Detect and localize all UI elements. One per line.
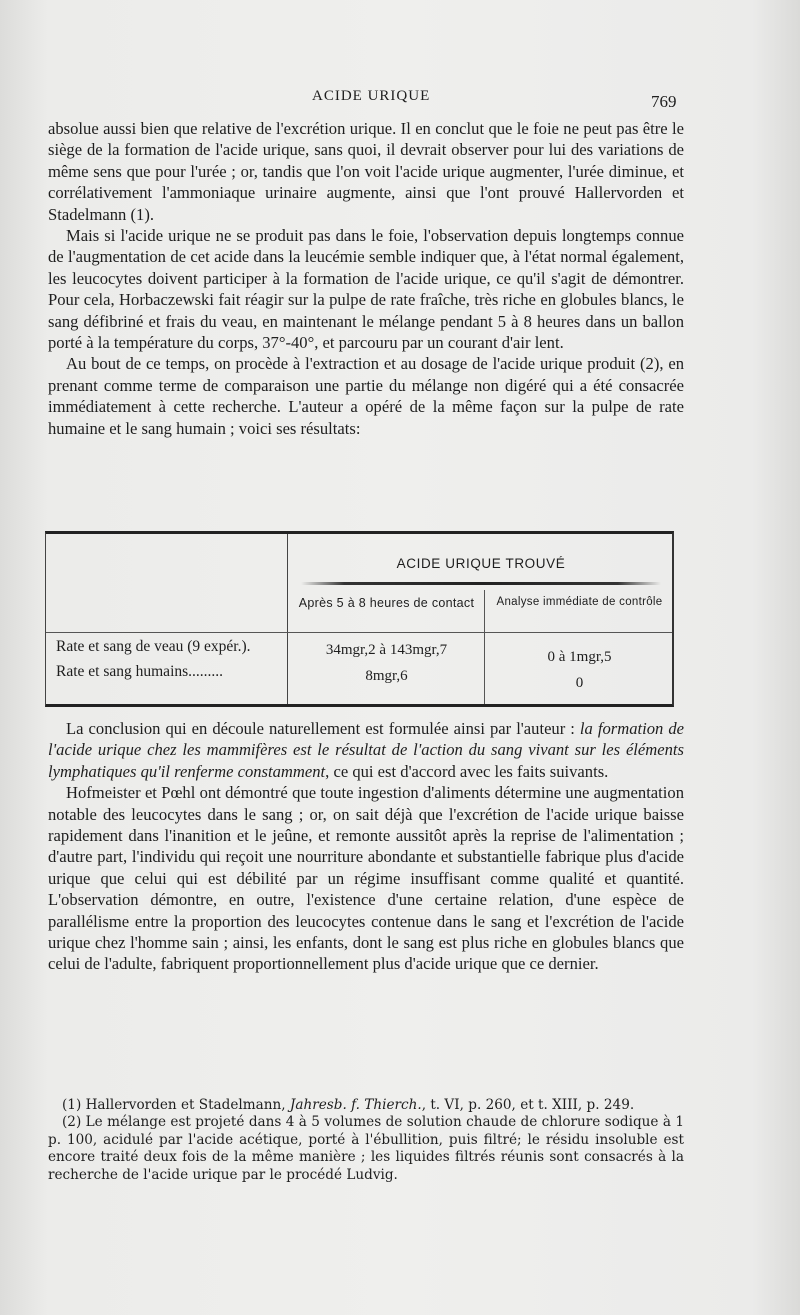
row-label-humains: Rate et sang humains......... [56,663,224,680]
paragraph: Mais si l'acide urique ne se produit pas dans le foie, l'observation depuis longtemps connue de l'augmentation de cet acide dans la leucémie semble indiquer que, à l'état normal également, les leucocytes doivent participer à la formation de l'acide urique, ce qu'il s'agit de démontrer. Pour cela, Horbaczewski fait réagir sur la pulpe de rate fraîche, très riche en globules blancs, le sang défibriné et frais du veau, en maintenant le mélange pendant 5 à 8 heures dans un ballon porté à la température du corps, 37°-40°, et parcouru par un courant d'air lent. [48,226,684,353]
table-cell: 0 [575,675,584,691]
conclusion-italic: la formation de l'acide urique chez les mammifères est le résultat de l'action du sang vivant sur les éléments lymphatiques qu'il renferme constamment [48,719,685,781]
footnotes [48,1097,684,1184]
column-header-contact: Après 5 à 8 heures de contact [298,596,475,610]
conclusion-lead: La conclusion qui en découle naturellement est formulée ainsi par l'auteur : [66,719,580,738]
footnote-1 [48,1097,684,1114]
table-cell: 0 à 1mgr,5 [547,649,612,665]
footnote-2: (2) Le mélange est projeté dans 4 à 5 volumes de solution chaude de chlorure sodique à 1 p. 100, acidulé par l'acide acétique, porté à l'ébullition, puis filtré; le résidu insoluble est encore traité deux fois de la même manière ; les liquides filtrés réunis sont consacrés à la recherche de l'acide urique par le procédé Ludvig. [48,1114,684,1183]
body-text-bottom [48,718,684,975]
running-title: ACIDE URIQUE [312,88,431,104]
page-number: 769 [651,92,677,111]
column-divider [287,534,288,704]
footnote-1-tail: , t. VI, p. 260, et t. XIII, p. 249. [421,1097,635,1113]
subcolumn-divider [484,590,485,704]
paragraph: Hofmeister et Pœhl ont démontré que toute ingestion d'aliments détermine une augmentation notable des leucocytes dans le sang ; or, on sait déjà que l'excrétion de l'acide urique baisse rapidement dans l'inanition et le jeûne, et remonte aussitôt après la reprise de l'alimentation ; d'autre part, l'individu qui reçoit une nourriture abondante et substantielle fabrique plus d'acide urique que celui qui est débilité par un régime insuffisant comme qualité et quantité. L'observation démontre, en outre, l'existence d'une certaine relation, d'une espèce de parallélisme entre la proportion des leucocytes contenue dans le sang et l'excrétion de l'acide urique chez l'homme sain ; ainsi, les enfants, dont le sang est plus riche en globules blancs que celui de l'adulte, fabriquent proportionnellement plus d'acide urique que ce dernier. [48,783,684,974]
table-group-header: ACIDE URIQUE TROUVÉ [396,556,566,571]
header-rule [46,632,672,633]
table-cell: 34mgr,2 à 143mgr,7 [325,642,448,658]
group-rule [301,582,661,585]
running-header [0,88,800,112]
column-header-control: Analyse immédiate de contrôle [496,596,663,608]
results-table [45,531,674,707]
row-label-veau: Rate et sang de veau (9 expér.). [56,638,251,655]
table-cell: 8mgr,6 [365,668,408,684]
paragraph: absolue aussi bien que relative de l'excrétion urique. Il en conclut que le foie ne peut pas être le siège de la formation de l'acide urique, sans quoi, il devrait observer pour lui des variations de même sens que pour l'urée ; or, tandis que l'on voit l'acide urique augmenter, l'urée diminue, et corrélativement l'ammoniaque urinaire augmente, ainsi que l'ont prouvé Hallervorden et Stadelmann (1). [48,119,684,224]
paragraph: Au bout de ce temps, on procède à l'extraction et au dosage de l'acide urique produit (2), en prenant comme terme de comparaison une partie du mélange non digéré qui a été consacrée immédiatement à cette recherche. L'auteur a opéré de la même façon sur la pulpe de rate humaine et le sang humain ; voici ses résultats: [48,354,684,438]
conclusion-tail: , ce qui est d'accord avec les faits suivants. [325,761,609,781]
body-text-top [48,118,684,439]
conclusion-paragraph [48,718,684,782]
footnote-1-lead: (1) Hallervorden et Stadelmann, [62,1097,290,1113]
footnote-1-journal: Jahresb. f. Thierch. [289,1097,422,1113]
